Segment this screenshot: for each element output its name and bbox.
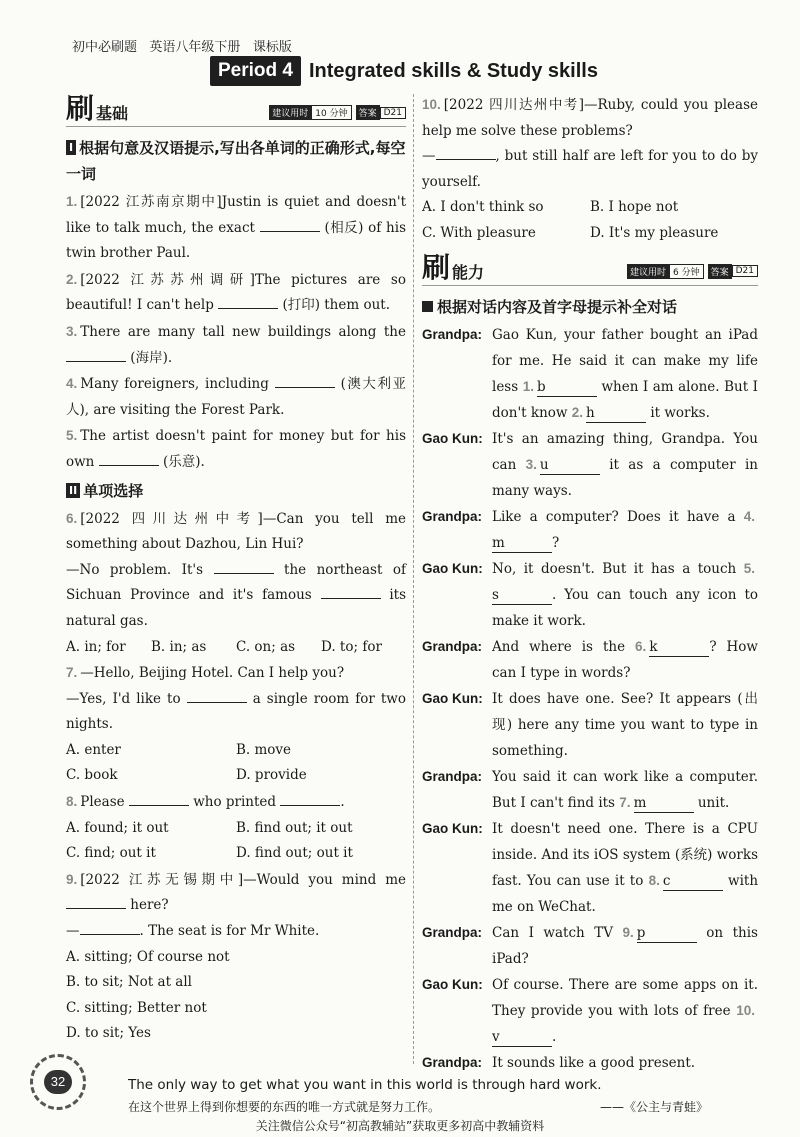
dialog-text: Of course. There are some apps on it. They provide you with lots of free <box>492 976 758 1019</box>
question-8-options <box>66 816 406 842</box>
question-number: 6. <box>66 510 78 526</box>
answer-tag <box>708 264 758 279</box>
question-text: the northeast of Sichuan Province and it's famous <box>66 561 407 604</box>
dialog-line-1 <box>422 322 758 426</box>
dialog-text: ? How can I type in words? <box>492 638 758 681</box>
question-5 <box>66 423 406 475</box>
book-name: 初中必刷题 <box>72 40 138 55</box>
question-text: who printed <box>193 794 277 811</box>
blank-number: 9. <box>622 924 634 940</box>
answer-blank[interactable]: v <box>492 1028 552 1047</box>
roman-numeral: I <box>66 140 76 155</box>
answer-tag <box>356 105 406 120</box>
dialog-line-10 <box>422 972 758 1050</box>
question-text: [2022 江苏南京期中]Justin is quiet and doesn't like to talk much, the exact <box>66 194 406 236</box>
time-value: 6 分钟 <box>669 264 704 279</box>
answer-key: 答案 <box>356 105 380 120</box>
dialog-text: with me on WeChat. <box>492 872 759 915</box>
shua-mark: 刷 <box>66 92 95 125</box>
period-title <box>210 56 598 86</box>
option-d[interactable]: D. find out; out it <box>236 845 353 862</box>
speaker: Gao Kun: <box>422 820 483 836</box>
question-text: —Yes, I'd like to <box>66 690 181 707</box>
dialog-text: It doesn't need one. There is a CPU inside. And its iOS system (系统) works fast. You can use it to <box>492 820 758 889</box>
question-number: 8. <box>66 794 78 810</box>
column-divider <box>413 94 415 1064</box>
speaker: Gao Kun: <box>422 560 483 576</box>
part1-heading <box>66 135 406 187</box>
blank-number: 4. <box>743 508 755 524</box>
answer-blank[interactable] <box>275 387 335 388</box>
question-text: a single room for two nights. <box>66 690 406 733</box>
question-7-reply <box>66 687 406 738</box>
option-a[interactable]: A. found; it out <box>66 819 169 836</box>
question-9-reply: — . The seat is for Mr White. <box>66 923 320 940</box>
question-text: [2022 四川达州中考]—Ruby, could you please help me solve these problems? <box>422 97 758 139</box>
blank-number: 5. <box>743 560 756 576</box>
answer-blank[interactable] <box>66 361 126 362</box>
question-9 <box>66 867 406 919</box>
question-text: . The seat is for Mr White. <box>139 923 320 940</box>
dialog-line-7 <box>422 764 758 816</box>
option-a[interactable]: A. I don't think so <box>422 199 544 216</box>
option-b[interactable]: B. find out; it out <box>236 819 353 836</box>
book-meta <box>72 36 292 55</box>
question-8 <box>66 789 406 816</box>
answer-blank[interactable] <box>218 308 278 309</box>
question-text: (澳大利亚人), are visiting the Forest Park. <box>66 376 407 418</box>
question-number: 7. <box>66 665 78 681</box>
speaker: Grandpa: <box>422 326 483 342</box>
page-number: 32 <box>44 1070 72 1094</box>
question-2 <box>66 267 406 319</box>
period-heading: Integrated skills & Study skills <box>308 59 598 82</box>
part2-title: 单项选择 <box>83 481 144 500</box>
ability-heading <box>422 294 758 320</box>
question-text: Many foreigners, including <box>80 376 269 393</box>
question-9-options <box>66 945 406 1047</box>
speaker: Grandpa: <box>422 924 483 940</box>
right-column <box>422 92 758 1076</box>
answer-blank[interactable]: p <box>637 924 697 943</box>
answer-blank[interactable]: c <box>663 872 723 891</box>
answer-blank[interactable]: b <box>537 378 597 397</box>
answer-blank[interactable]: m <box>634 794 694 813</box>
question-text: (相反) of his twin brother Paul. <box>66 219 406 262</box>
option-b[interactable]: B. to sit; Not at all <box>66 974 192 991</box>
dialog-line-2 <box>422 426 758 504</box>
ability-title: 根据对话内容及首字母提示补全对话 <box>437 297 678 316</box>
dialog-line-11 <box>422 1050 758 1076</box>
answer-blank[interactable] <box>321 598 381 599</box>
question-number: 2. <box>66 271 78 287</box>
question-number: 5. <box>66 428 78 444</box>
dialog-line-4 <box>422 556 758 634</box>
answer-blank[interactable]: h <box>586 404 646 423</box>
option-d[interactable]: D. provide <box>236 767 307 784</box>
question-text: [2022 江苏无锡期中]—Would you mind me <box>80 871 406 888</box>
motto-chinese: 在这个世界上得到你想要的东西的唯一方式就是努力工作。 <box>128 1100 441 1114</box>
subject: 英语八年级下册 <box>149 40 241 55</box>
question-text: . <box>340 794 345 811</box>
answer-page: D21 <box>380 107 406 119</box>
time-key: 建议用时 <box>269 105 311 120</box>
dialog-line-8 <box>422 816 758 920</box>
answer-blank[interactable] <box>187 702 247 703</box>
question-3 <box>66 319 406 371</box>
question-number: 4. <box>66 376 78 392</box>
answer-blank[interactable] <box>214 573 274 574</box>
left-column <box>66 94 406 1047</box>
option-c[interactable]: C. book <box>66 767 118 784</box>
speaker: Grandpa: <box>422 768 483 784</box>
question-text: [2022 四川达州中考]—Can you tell me something about Dazhou, Lin Hui? <box>66 510 406 553</box>
section-name: 基础 <box>96 104 129 123</box>
ability-section-header <box>422 250 758 286</box>
question-text: , but still half are left for you to do by yourself. <box>422 148 758 190</box>
motto-english: The only way to get what you want in this world is through hard work. <box>128 1077 602 1093</box>
period-badge: Period 4 <box>210 56 301 86</box>
answer-blank[interactable] <box>436 159 496 160</box>
question-10-options-2 <box>422 221 758 247</box>
question-text: Please <box>80 794 125 811</box>
dialog-text: You said it can work like a computer. But I can't find its <box>492 768 758 811</box>
blank-number: 1. <box>522 378 534 394</box>
speaker: Grandpa: <box>422 638 483 654</box>
answer-page: D21 <box>732 265 758 277</box>
speaker: Gao Kun: <box>422 976 483 992</box>
option-c[interactable]: C. With pleasure <box>422 224 536 241</box>
speaker: Grandpa: <box>422 1054 483 1070</box>
question-text: its natural gas. <box>66 587 406 629</box>
question-text: The artist doesn't paint for money but for his own <box>66 428 406 470</box>
answer-blank[interactable]: k <box>649 638 709 657</box>
time-tag <box>269 105 351 120</box>
option-b[interactable]: B. move <box>236 741 292 758</box>
dialog-text: Can I watch TV <box>492 924 613 941</box>
question-text: here? <box>130 897 169 914</box>
time-key: 建议用时 <box>627 264 669 279</box>
question-10-reply: — , but still half are left for you to do by yourself. <box>422 148 758 190</box>
question-number: 10. <box>422 97 441 112</box>
blank-number: 7. <box>619 794 631 810</box>
question-text: (乐意). <box>162 453 205 470</box>
question-text: There are many tall new buildings along the <box>80 323 406 340</box>
dialog-text: No, it doesn't. But it has a touch <box>492 560 737 577</box>
blank-number: 10. <box>736 1002 756 1018</box>
question-number: 9. <box>66 871 78 887</box>
dialog-line-9 <box>422 920 758 972</box>
blank-number: 8. <box>648 872 660 888</box>
shua-mark: 刷 <box>422 250 451 284</box>
part1-title: 根据句意及汉语提示,写出各单词的正确形式,每空一词 <box>66 139 406 183</box>
question-6-options <box>66 635 406 661</box>
answer-blank[interactable] <box>280 805 340 806</box>
basic-section-header <box>66 94 406 127</box>
dialog-text: ? <box>552 534 560 551</box>
question-text: [2022 江苏苏州调研]The pictures are so beautiful! I can't help <box>66 271 406 314</box>
answer-blank[interactable]: s <box>492 586 552 605</box>
part2-heading <box>66 478 406 504</box>
speaker: Gao Kun: <box>422 690 483 706</box>
question-8-options-2 <box>66 841 406 867</box>
answer-blank[interactable]: m <box>492 534 552 553</box>
speaker: Grandpa: <box>422 508 483 524</box>
option-a[interactable]: A. sitting; Of course not <box>66 948 230 965</box>
dialog-line-3 <box>422 504 758 556</box>
dialog-text: unit. <box>697 794 730 811</box>
question-6-reply <box>66 558 406 635</box>
square-bullet-icon <box>422 301 433 312</box>
question-text: (打印) them out. <box>282 297 391 314</box>
option-b[interactable]: B. I hope not <box>590 199 679 216</box>
blank-number: 2. <box>571 404 584 420</box>
dialog-text: . <box>552 1028 557 1045</box>
answer-blank[interactable] <box>260 231 320 232</box>
question-number: 1. <box>66 194 78 209</box>
dialog-text: it works. <box>650 404 710 421</box>
question-6 <box>66 506 406 558</box>
edition: 课标版 <box>252 40 292 55</box>
question-1 <box>66 189 406 267</box>
question-4 <box>66 371 406 423</box>
time-tag <box>627 264 704 279</box>
question-text: (海岸). <box>130 349 173 366</box>
dialog-text: It does have one. See? It appears (出现) here any time you want to type in something. <box>492 690 758 759</box>
section-name: 能力 <box>452 262 485 282</box>
question-7-options <box>66 738 406 764</box>
question-10-options <box>422 195 758 221</box>
dialog-text: . You can touch any icon to make it work. <box>492 586 758 629</box>
option-d[interactable]: D. to; for <box>321 638 382 655</box>
answer-blank[interactable] <box>66 908 126 909</box>
question-10 <box>422 92 758 144</box>
option-c[interactable]: C. find; out it <box>66 845 156 862</box>
time-value: 10 分钟 <box>311 105 351 120</box>
option-c[interactable]: C. sitting; Better not <box>66 999 207 1016</box>
option-c[interactable]: C. on; as <box>236 638 296 655</box>
motto-source: ——《公主与青蛙》 <box>600 1100 709 1114</box>
speaker: Gao Kun: <box>422 430 483 446</box>
answer-key: 答案 <box>708 264 732 279</box>
option-a[interactable]: A. enter <box>66 741 121 758</box>
option-a[interactable]: A. in; for <box>66 638 126 655</box>
dialog-text: It's an amazing thing, Grandpa. You can <box>492 430 758 473</box>
dialog-text: It sounds like a good present. <box>492 1054 696 1071</box>
bottom-note: 关注微信公众号“初高教辅站”获取更多初高中教辅资料 <box>255 1119 545 1133</box>
dialog-text: on this iPad? <box>492 924 758 967</box>
option-d[interactable]: D. to sit; Yes <box>66 1025 151 1042</box>
dialog-line-5 <box>422 634 758 686</box>
answer-blank[interactable]: u <box>540 456 600 475</box>
question-7 <box>66 660 406 687</box>
dialog-text: And where is the <box>492 638 626 655</box>
answer-blank[interactable] <box>99 465 159 466</box>
question-text: —No problem. It's <box>66 561 204 578</box>
option-b[interactable]: B. in; as <box>151 638 207 655</box>
answer-blank[interactable] <box>129 805 189 806</box>
question-text: —Hello, Beijing Hotel. Can I help you? <box>80 665 345 682</box>
dialog-text: Like a computer? Does it have a <box>492 508 736 525</box>
answer-blank[interactable] <box>80 934 140 935</box>
option-d[interactable]: D. It's my pleasure <box>590 224 719 241</box>
dialog-text: it as a computer in many ways. <box>492 456 758 499</box>
roman-numeral: II <box>66 483 80 498</box>
question-7-options-2 <box>66 763 406 789</box>
dialog-text: when I am alone. But I don't know <box>492 378 758 421</box>
blank-number: 3. <box>525 456 537 472</box>
dialog-text: Gao Kun, your father bought an iPad for me. He said it can make my life less <box>492 326 758 395</box>
blank-number: 6. <box>635 638 647 654</box>
question-number: 3. <box>66 323 78 339</box>
dialog-line-6 <box>422 686 758 764</box>
